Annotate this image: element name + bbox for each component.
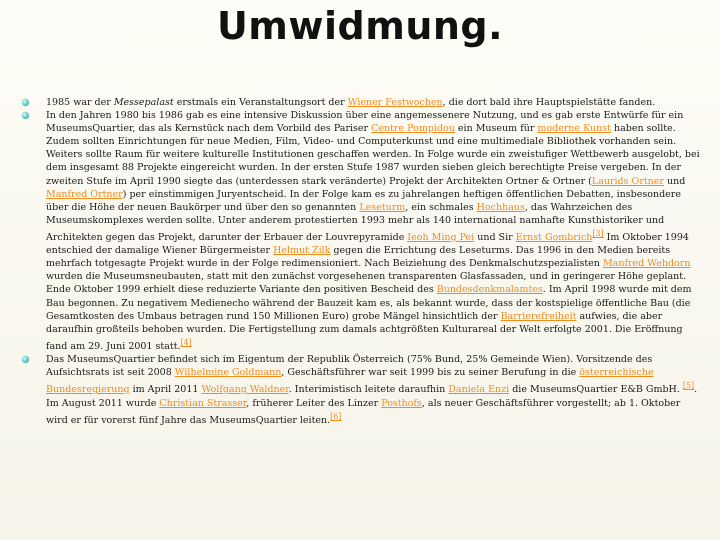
reference-link[interactable]: [4] [180,337,192,347]
link-helmut-zilk[interactable]: Helmut Zilk [273,245,331,257]
link-wolfgang-waldner[interactable]: Wolfgang Waldner [201,384,289,396]
reference-link[interactable]: [6] [330,411,342,421]
link-laurids-ortner[interactable]: Laurids Ortner [591,175,664,187]
link-hochhaus[interactable]: Hochhaus [476,201,525,213]
messepalast-emphasis: Messepalast [113,97,174,108]
bullet-icon [22,112,29,119]
link-posthof[interactable]: Posthofs [381,397,422,409]
link-moderne-kunst[interactable]: moderne Kunst [537,123,611,135]
link-bundesdenkmalamt[interactable]: Bundesdenkmalamtes [436,284,543,296]
list-item: Das MuseumsQuartier befindet sich im Eigentum der Republik Österreich (75% Bund, 25% Gemeinde Wien). Vorsitzende des Aufsichtsrats ist seit 2008 Wilhelmine Goldmann, Geschäftsführer war seit 1999 bis zu seiner Berufung in die österreichische Bundesregierung im April 2011 Wolfgang Waldner. Interimistisch leitete daraufhin Daniela Enzi die MuseumsQuartier E&B GmbH. [5]. Im August 2011 wurde Christian Strasser, früherer Leiter des Linzer Posthofs, als neuer Geschäftsführer vorgestellt; ab 1. Oktober wird er für vorerst fünf Jahre das MuseumsQuartier leiten.[6] [20,353,702,427]
link-manfred-wehdorn[interactable]: Manfred Wehdorn [602,258,691,270]
link-bundesregierung[interactable]: österreichische Bundesregierung [46,367,654,396]
link-wiener-festwochen[interactable]: Wiener Festwochen [347,97,443,108]
bullet-icon [22,356,29,363]
link-leseturm[interactable]: Leseturm [359,201,406,213]
link-barrierefreiheit[interactable]: Barrierefreiheit [500,310,577,322]
reference-link[interactable]: [3] [592,228,604,238]
link-daniela-enzi[interactable]: Daniela Enzi [448,384,510,396]
link-ieoh-ming-pei[interactable]: Ieoh Ming Pei [407,232,475,244]
link-manfred-ortner[interactable]: Manfred Ortner [46,188,123,200]
bullet-list [20,96,702,427]
slide-title: Umwidmung. [216,4,504,48]
bullet-icon [22,99,29,106]
link-ernst-gombrich[interactable]: Ernst Gombrich [515,232,593,244]
list-item: 1985 war der Messepalast erstmals ein Veranstaltungsort der Wiener Festwochen, die dort bald ihre Hauptspielstätte fanden. [20,96,702,109]
link-wilhelmine-goldmann[interactable]: Wilhelmine Goldmann [174,367,282,379]
link-centre-pompidou[interactable]: Centre Pompidou [371,123,455,135]
link-christian-strasser[interactable]: Christian Strasser [159,397,247,409]
list-item: In den Jahren 1980 bis 1986 gab es eine intensive Diskussion über eine angemessenere Nutzung, und es gab erste Entwürfe für ein MuseumsQuartier, das als Kernstück nach dem Vorbild des Pariser Centre Pompidou ein Museum für moderne Kunst haben sollte. Zudem sollten Einrichtungen für neue Medien, Film, Video- und Computerkunst und eine multimediale Bibliothek vorhanden sein. Weiters sollte Raum für weitere kulturelle Institutionen geschaffen werden. In Folge wurde ein zweistufiger Wettbewerb ausgelobt, bei dem insgesamt 88 Projekte eingereicht wurden. In der ersten Stufe 1987 wurden sieben gleich berechtigte Preise vergeben. In der zweiten Stufe im April 1990 siegte das (unterdessen stark veränderte) Projekt der Architekten Ortner & Ortner (Laurids Ortner und Manfred Ortner) per einstimmigen Juryentscheid. In der Folge kam es zu jahrelangen heftigen öffentlichen Debatten, insbesondere über die Höhe der neuen Baukörper und über den so genannten Leseturm, ein schmales Hochhaus, das Wahrzeichen des Museumskomplexes werden sollte. Unter anderem protestierten 1993 mehr als 140 international namhafte Kunsthistoriker und Architekten gegen das Projekt, darunter der Erbauer der Louvrepyramide Ieoh Ming Pei und Sir Ernst Gombrich[3] Im Oktober 1994 entschied der damalige Wiener Bürgermeister Helmut Zilk gegen die Errichtung des Leseturms. Das 1996 in den Medien bereits mehrfach totgesagte Projekt wurde in der Folge redimensioniert. Nach Beiziehung des Denkmalschutzspezialisten Manfred Wehdorn wurden die Museumsneubauten, statt mit den zunächst vorgesehenen transparenten Glasfassaden, und in geringerer Höhe geplant. Ende Oktober 1999 erhielt diese reduzierte Variante den positiven Bescheid des Bundesdenkmalamtes. Im April 1998 wurde mit dem Bau begonnen. Zu negativem Medienecho während der Bauzeit kam es, als bekannt wurde, dass der kostspielige öffentliche Bau (die Gesamtkosten des Umbaus betragen rund 150 Millionen Euro) grobe Mängel hinsichtlich der Barrierefreiheit aufwies, die aber daraufhin großteils behoben wurden. Die Fertigstellung zum damals achtgrößten Kulturareal der Welt erfolgte 2001. Die Eröffnung fand am 29. Juni 2001 statt.[4] [20,109,702,353]
reference-link[interactable]: [5] [682,381,695,391]
